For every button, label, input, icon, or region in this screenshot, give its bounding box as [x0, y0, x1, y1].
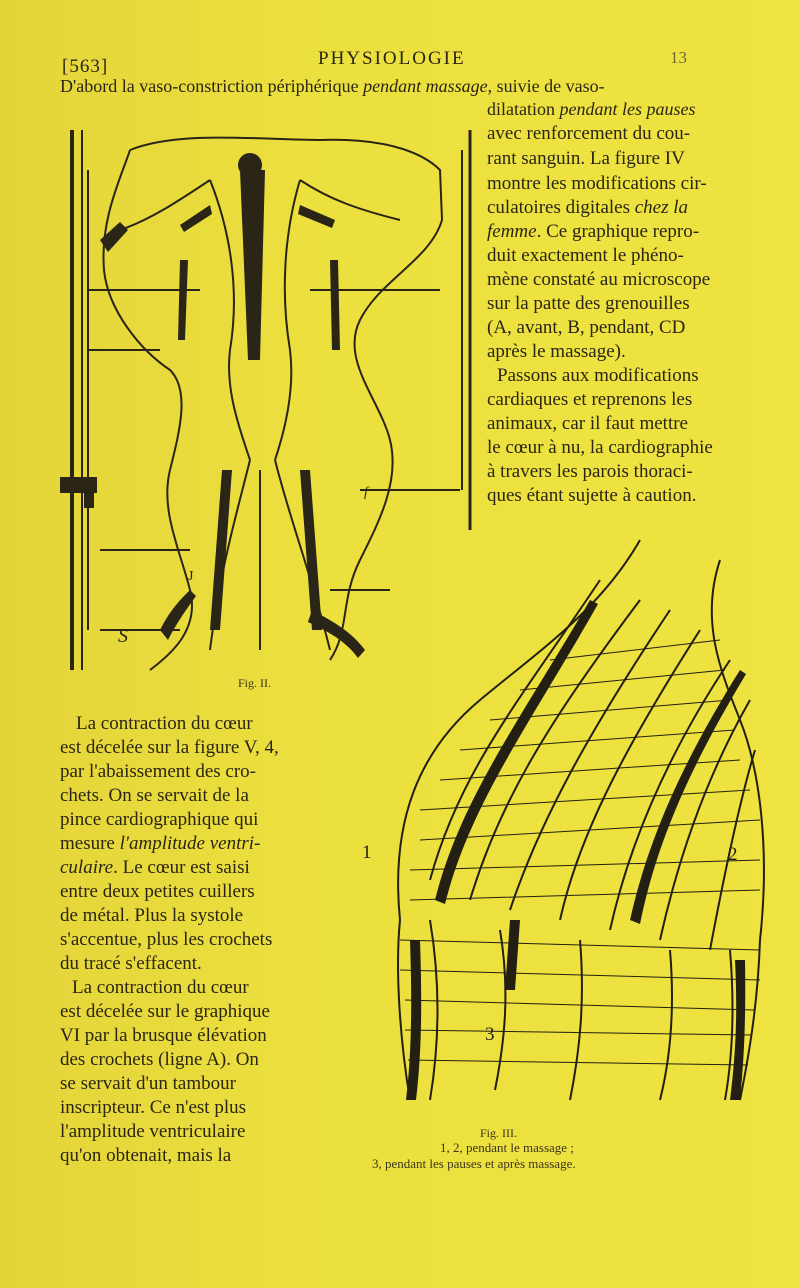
running-head: PHYSIOLOGIE: [318, 48, 466, 69]
left-line: [60, 856, 250, 880]
figure-3-label-1: 1: [362, 842, 372, 863]
figure-2-mark-s: S: [118, 625, 128, 647]
intro-emphasis: pendant massage: [363, 76, 488, 96]
figure-3-label-3: 3: [485, 1024, 495, 1045]
left-line: pince cardiographique qui: [60, 809, 259, 830]
right-line: [487, 220, 699, 244]
left-line: La contraction du cœur: [76, 713, 253, 734]
left-line: est décelée sur la figure V, 4,: [60, 737, 279, 758]
left-line: VI par la brusque élévation: [60, 1025, 267, 1046]
left-line: [60, 832, 260, 856]
left-line: de métal. Plus la systole: [60, 905, 244, 926]
left-line: l'amplitude ventriculaire: [60, 1121, 246, 1142]
left-line: La contraction du cœur: [72, 977, 249, 998]
left-line: qu'on obtenait, mais la: [60, 1145, 232, 1166]
right-line: à travers les parois thoraci-: [487, 461, 693, 482]
right-line: ques étant sujette à caution.: [487, 485, 697, 506]
left-line: s'accentue, plus les crochets: [60, 929, 273, 950]
figure-3-legend-1: 1, 2, pendant le massage ;: [440, 1140, 574, 1155]
intro-line-2: [487, 97, 695, 121]
left-emphasis: l'amplitude ventri-: [119, 833, 261, 854]
right-text: culatoires digitales: [487, 197, 635, 218]
intro-line-1: [60, 74, 605, 98]
figure-3-illustration: [340, 520, 800, 1120]
folio: 13: [670, 48, 687, 67]
left-line: chets. On se servait de la: [60, 785, 249, 806]
left-text: . Le cœur est saisi: [113, 857, 250, 878]
right-line: montre les modifications cir-: [487, 173, 707, 194]
right-line: le cœur à nu, la cardiographie: [487, 437, 713, 458]
right-line: duit exactement le phéno-: [487, 245, 684, 266]
intro-text: D'abord la vaso-constriction périphérique: [60, 76, 364, 96]
right-line: [487, 196, 688, 220]
left-text: mesure: [60, 833, 120, 854]
right-line: cardiaques et reprenons les: [487, 389, 693, 410]
right-line: sur la patte des grenouilles: [487, 293, 690, 314]
right-line: (A, avant, B, pendant, CD: [487, 317, 686, 338]
right-emphasis: chez la: [634, 197, 689, 218]
figure-2-mark-j: J: [188, 569, 194, 584]
left-line: inscripteur. Ce n'est plus: [60, 1097, 247, 1118]
right-line: Passons aux modifications: [497, 365, 699, 386]
left-line: par l'abaissement des cro-: [60, 761, 256, 782]
right-line: animaux, car il faut mettre: [487, 413, 688, 434]
left-line: se servait d'un tambour: [60, 1073, 236, 1094]
right-emphasis: femme: [487, 221, 537, 242]
figure-2-mark-f: f: [364, 485, 368, 500]
intro-text: , suivie de vaso-: [487, 76, 605, 96]
intro-text: dilatation: [487, 99, 560, 119]
intro-emphasis: pendant les pauses: [559, 99, 696, 119]
right-line: après le massage).: [487, 341, 626, 362]
figure-3-caption: Fig. III.: [480, 1126, 517, 1140]
left-line: entre deux petites cuillers: [60, 881, 255, 902]
right-line: mène constaté au microscope: [487, 269, 711, 290]
right-line: avec renforcement du cou-: [487, 123, 691, 144]
page-number: [563]: [62, 56, 109, 77]
figure-3-label-2: 2: [728, 844, 738, 865]
figure-2-caption: Fig. II.: [238, 676, 271, 690]
right-line: rant sanguin. La figure IV: [487, 148, 685, 169]
left-line: est décelée sur le graphique: [60, 1001, 270, 1022]
left-line: des crochets (ligne A). On: [60, 1049, 259, 1070]
left-line: du tracé s'effacent.: [60, 953, 202, 974]
right-text: . Ce graphique repro-: [536, 221, 700, 242]
figure-3-legend-2: 3, pendant les pauses et après massage.: [372, 1156, 576, 1171]
left-emphasis: culaire: [60, 857, 114, 878]
